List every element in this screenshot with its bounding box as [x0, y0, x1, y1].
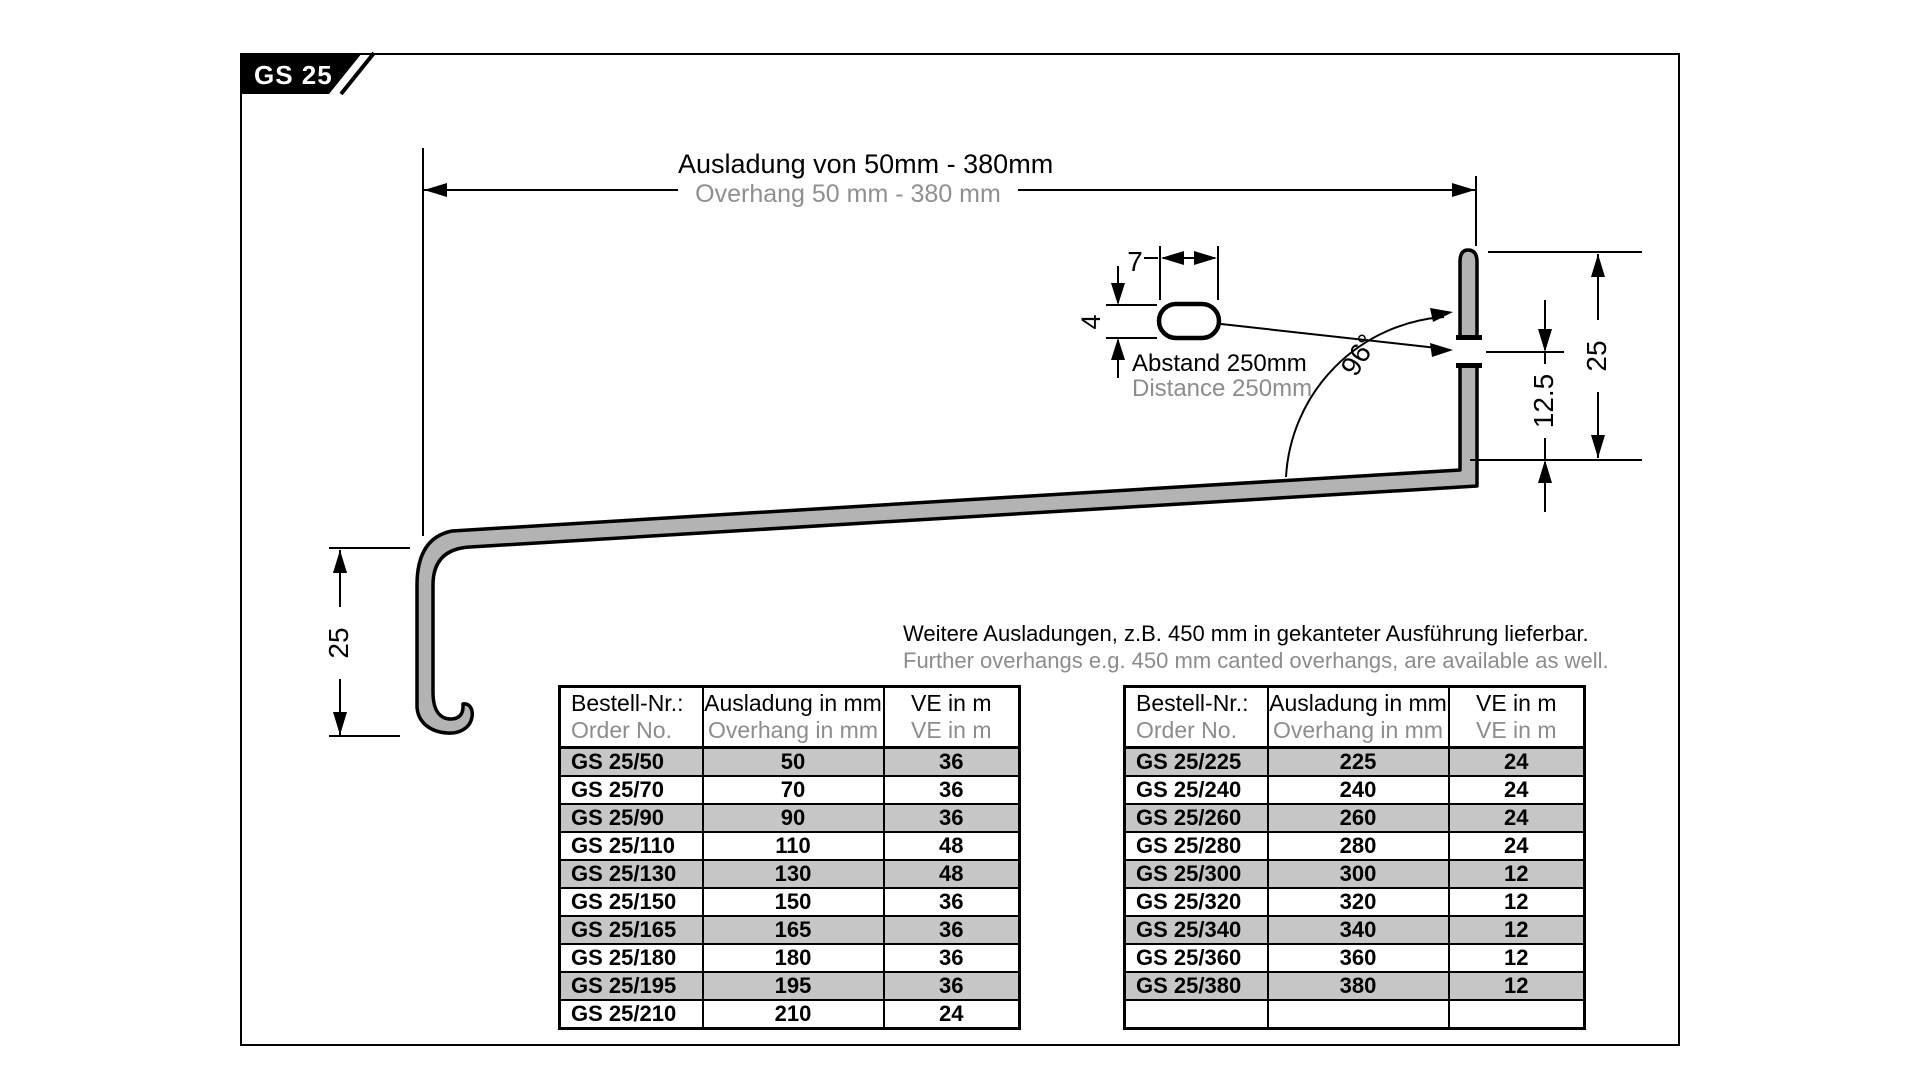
- overhang-cell: 90: [703, 804, 884, 832]
- ve-cell: 36: [884, 916, 1020, 944]
- title-de: Ausladung von 50mm - 380mm: [678, 149, 1054, 179]
- spacing-label-en: Distance 250mm: [1132, 375, 1313, 402]
- overhang-cell: 260: [1268, 804, 1449, 832]
- overhang-cell: 320: [1268, 888, 1449, 916]
- table-row: [1125, 944, 1585, 972]
- title-block: [678, 148, 1054, 212]
- table-row: [1125, 804, 1585, 832]
- overhang-cell: 150: [703, 888, 884, 916]
- order-no-cell: GS 25/195: [560, 972, 703, 1000]
- overhang-cell: 110: [703, 832, 884, 860]
- product-tab: [240, 53, 400, 94]
- table-row: [1125, 748, 1585, 777]
- column-header: Ausladung in mm Overhang in mm: [1268, 687, 1449, 748]
- table-row: [1125, 1000, 1585, 1029]
- product-code: GS 25: [254, 60, 333, 90]
- order-table-right: [1123, 685, 1586, 1030]
- ve-cell: 36: [884, 944, 1020, 972]
- ve-cell: [1449, 1000, 1585, 1029]
- dim-leg-right: 25: [1581, 340, 1612, 372]
- overhang-cell: 300: [1268, 860, 1449, 888]
- ve-cell: 12: [1449, 944, 1585, 972]
- table-row: [560, 944, 1020, 972]
- ve-cell: 36: [884, 888, 1020, 916]
- order-no-cell: GS 25/210: [560, 1000, 703, 1029]
- order-no-cell: GS 25/165: [560, 916, 703, 944]
- dim-slot-offset: 12.5: [1528, 373, 1559, 429]
- ve-cell: 36: [884, 804, 1020, 832]
- ve-cell: 12: [1449, 860, 1585, 888]
- overhang-cell: 195: [703, 972, 884, 1000]
- column-header: Ausladung in mm Overhang in mm: [703, 687, 884, 748]
- table-row: [560, 1000, 1020, 1029]
- note-block: [903, 620, 1609, 674]
- arrow-right: [1452, 183, 1475, 197]
- order-no-cell: GS 25/70: [560, 776, 703, 804]
- dim-slot-width: 7: [1127, 246, 1143, 277]
- order-no-cell: GS 25/90: [560, 804, 703, 832]
- ve-cell: 48: [884, 860, 1020, 888]
- table-header-row: [1125, 687, 1585, 748]
- overhang-cell: 280: [1268, 832, 1449, 860]
- table-header-row: [560, 687, 1020, 748]
- slot-detail: [1076, 246, 1453, 402]
- table-row: [560, 860, 1020, 888]
- overhang-cell: [1268, 1000, 1449, 1029]
- arrow-up: [333, 550, 347, 573]
- arrow-up: [1538, 460, 1552, 483]
- ve-cell: 24: [1449, 804, 1585, 832]
- ve-cell: 24: [884, 1000, 1020, 1029]
- table-row: [560, 888, 1020, 916]
- spacing-label-de: Abstand 250mm: [1132, 350, 1307, 377]
- order-no-cell: GS 25/340: [1125, 916, 1268, 944]
- table-row: [1125, 916, 1585, 944]
- order-no-cell: GS 25/130: [560, 860, 703, 888]
- table-row: [1125, 888, 1585, 916]
- order-no-cell: [1125, 1000, 1268, 1029]
- order-no-cell: GS 25/225: [1125, 748, 1268, 777]
- ve-cell: 12: [1449, 916, 1585, 944]
- overhang-cell: 165: [703, 916, 884, 944]
- table-row: [560, 916, 1020, 944]
- order-no-cell: GS 25/300: [1125, 860, 1268, 888]
- order-no-cell: GS 25/180: [560, 944, 703, 972]
- table-row: [1125, 832, 1585, 860]
- column-header: Bestell-Nr.: Order No.: [560, 687, 703, 748]
- order-no-cell: GS 25/50: [560, 748, 703, 777]
- table-row: [1125, 972, 1585, 1000]
- table-row: [560, 972, 1020, 1000]
- ve-cell: 24: [1449, 832, 1585, 860]
- table-row: [1125, 860, 1585, 888]
- ve-cell: 24: [1449, 776, 1585, 804]
- ve-cell: 24: [1449, 748, 1585, 777]
- order-table-left: [558, 685, 1021, 1030]
- arrow-down: [1591, 435, 1605, 458]
- overhang-cell: 240: [1268, 776, 1449, 804]
- table-row: [560, 804, 1020, 832]
- order-no-cell: GS 25/240: [1125, 776, 1268, 804]
- table-row: [560, 832, 1020, 860]
- column-header: Bestell-Nr.: Order No.: [1125, 687, 1268, 748]
- ve-cell: 36: [884, 972, 1020, 1000]
- dim-leg-left: 25: [323, 627, 354, 659]
- order-no-cell: GS 25/380: [1125, 972, 1268, 1000]
- column-header: VE in m VE in m: [1449, 687, 1585, 748]
- overhang-cell: 130: [703, 860, 884, 888]
- overhang-cell: 180: [703, 944, 884, 972]
- overhang-cell: 340: [1268, 916, 1449, 944]
- ve-cell: 36: [884, 748, 1020, 777]
- order-no-cell: GS 25/150: [560, 888, 703, 916]
- ve-cell: 12: [1449, 972, 1585, 1000]
- arrow-down: [333, 712, 347, 735]
- arrow-left: [424, 183, 447, 197]
- dim-angle: 96°: [1334, 328, 1384, 382]
- table-row: [560, 748, 1020, 777]
- note-de: Weitere Ausladungen, z.B. 450 mm in gekanteter Ausführung lieferbar.: [903, 621, 1589, 646]
- overhang-cell: 225: [1268, 748, 1449, 777]
- order-no-cell: GS 25/110: [560, 832, 703, 860]
- arrow-down: [1538, 329, 1552, 352]
- overhang-cell: 210: [703, 1000, 884, 1029]
- title-en: Overhang 50 mm - 380 mm: [695, 180, 1001, 208]
- dim-slot-height: 4: [1076, 314, 1106, 330]
- slot-gap: [1456, 335, 1482, 368]
- overhang-cell: 50: [703, 748, 884, 777]
- order-no-cell: GS 25/320: [1125, 888, 1268, 916]
- arrow-up: [1591, 254, 1605, 277]
- column-header: VE in m VE in m: [884, 687, 1020, 748]
- ve-cell: 48: [884, 832, 1020, 860]
- overhang-cell: 380: [1268, 972, 1449, 1000]
- order-no-cell: GS 25/260: [1125, 804, 1268, 832]
- table-row: [1125, 776, 1585, 804]
- ve-cell: 36: [884, 776, 1020, 804]
- note-en: Further overhangs e.g. 450 mm canted overhangs, are available as well.: [903, 648, 1609, 673]
- table-row: [560, 776, 1020, 804]
- overhang-cell: 360: [1268, 944, 1449, 972]
- ve-cell: 12: [1449, 888, 1585, 916]
- overhang-cell: 70: [703, 776, 884, 804]
- order-no-cell: GS 25/360: [1125, 944, 1268, 972]
- order-no-cell: GS 25/280: [1125, 832, 1268, 860]
